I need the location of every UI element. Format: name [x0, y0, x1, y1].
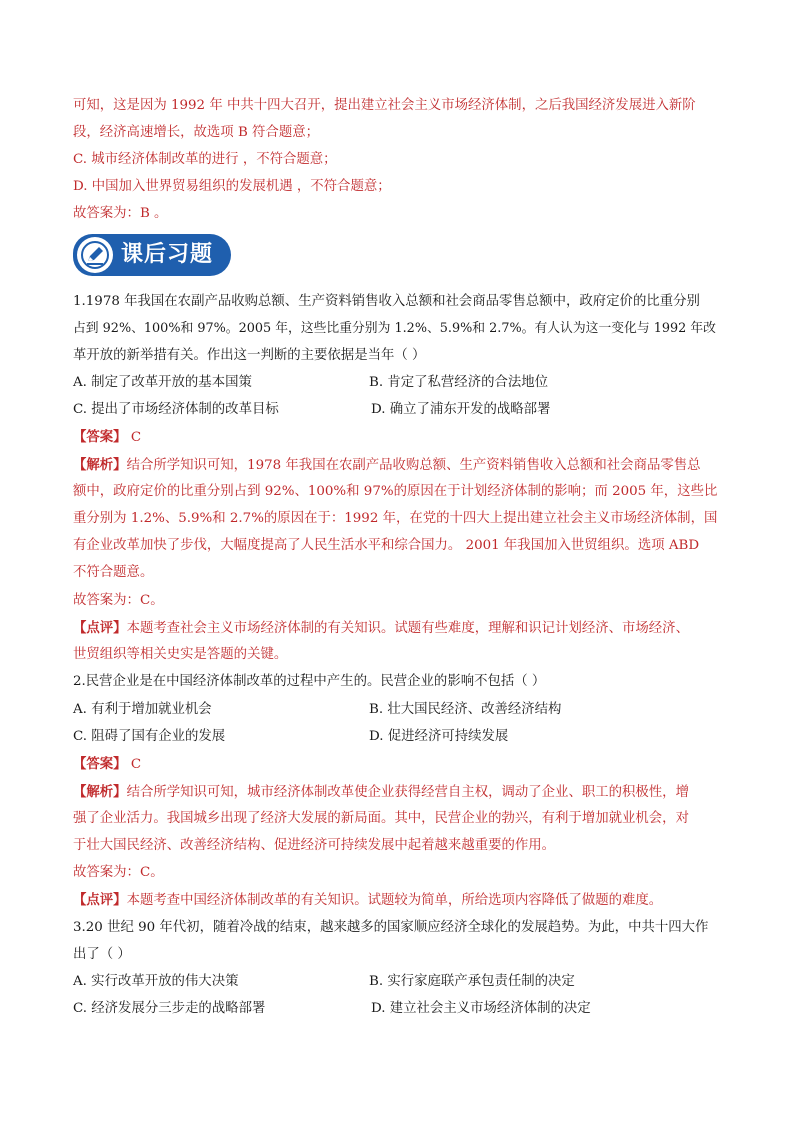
comment-label: 【点评】 — [73, 892, 127, 908]
q1-analysis-3: 重分别为 1.2%、5.9%和 2.7%的原因在于：1992 年，在党的十四大上提出建立社会主义市场经济体制，国 — [73, 511, 718, 526]
q3-stem-1: 3.20 世纪 90 年代初，随着冷战的结束，越来越多的国家顺应经济全球化的发展趋势。为此，中共十四大作 — [73, 920, 709, 935]
q1-analysis-text-1: 结合所学知识可知，1978 年我国在农副产品收购总额、生产资料销售收入总额和社会商品零售总 — [126, 458, 701, 473]
q3-option-a: A. 实行改革开放的伟大决策 — [73, 974, 239, 989]
q1-option-b: B. 肯定了私营经济的合法地位 — [369, 375, 549, 390]
q2-answer-value: C — [126, 757, 142, 772]
intro-line-2: 段，经济高速增长，故选项 B 符合题意； — [73, 125, 319, 140]
answer-label: 【答案】 — [73, 756, 127, 772]
analysis-label: 【解析】 — [73, 784, 127, 800]
q2-stem-1: 2.民营企业是在中国经济体制改革的过程中产生的。民营企业的影响不包括（ ） — [73, 674, 546, 689]
q3-option-b: B. 实行家庭联产承包责任制的决定 — [369, 974, 575, 989]
q3-stem-2: 出了（ ） — [73, 947, 131, 962]
q1-analysis-5: 不符合题意。 — [73, 565, 154, 580]
q1-analysis-4: 有企业改革加快了步伐，大幅度提高了人民生活水平和综合国力。 2001 年我国加入世贸组织。选项 ABD — [73, 538, 700, 553]
section-banner — [73, 234, 231, 276]
q1-option-a: A. 制定了改革开放的基本国策 — [73, 375, 252, 390]
intro-answer: 故答案为：B 。 — [73, 206, 168, 221]
q2-comment-text-1: 本题考查中国经济体制改革的有关知识。试题较为简单，所给选项内容降低了做题的难度。 — [126, 893, 663, 908]
q1-option-d: D. 确立了浦东开发的战略部署 — [371, 402, 551, 417]
q1-stem-1: 1.1978 年我国在农副产品收购总额、生产资料销售收入总额和社会商品零售总额中，政府定价的比重分别 — [73, 294, 700, 309]
q1-comment-text-1: 本题考查社会主义市场经济体制的有关知识。试题有些难度，理解和识记计划经济、市场经济、 — [126, 621, 689, 636]
q2-option-b: B. 壮大国民经济、改善经济结构 — [369, 702, 562, 717]
q2-option-c: C. 阻碍了国有企业的发展 — [73, 729, 226, 744]
q1-conclusion: 故答案为：C。 — [73, 593, 164, 608]
q1-comment-2: 世贸组织等相关史实是答题的关键。 — [73, 647, 288, 662]
q2-answer — [73, 755, 141, 774]
intro-line-1: 可知，这是因为 1992 年 中共十四大召开，提出建立社会主义市场经济体制，之后我国经济发展进入新阶 — [73, 98, 696, 113]
q2-analysis-text-1: 结合所学知识可知，城市经济体制改革使企业获得经营自主权，调动了企业、职工的积极性，增 — [126, 785, 689, 800]
intro-option-d: D. 中国加入世界贸易组织的发展机遇 ，不符合题意； — [73, 179, 391, 194]
q1-analysis-2: 额中，政府定价的比重分别占到 92%、100%和 97%的原因在于计划经济体制的影响；而 2005 年，这些比 — [73, 484, 718, 499]
comment-label: 【点评】 — [73, 620, 127, 636]
section-title: 课后习题 — [121, 242, 214, 267]
q1-stem-2: 占到 92%、100%和 97%。2005 年，这些比重分别为 1.2%、5.9%和 2.7%。有人认为这一变化与 1992 年改 — [73, 321, 716, 336]
q2-conclusion: 故答案为：C。 — [73, 865, 164, 880]
q3-option-c: C. 经济发展分三步走的战略部署 — [73, 1001, 266, 1016]
q1-stem-3: 革开放的新举措有关。作出这一判断的主要依据是当年（ ） — [73, 348, 426, 363]
q2-analysis-2: 强了企业活力。我国城乡出现了经济大发展的新局面。其中，民营企业的勃兴，有利于增加就业机会，对 — [73, 811, 689, 826]
q1-answer-value: C — [126, 430, 142, 445]
q2-comment-1 — [73, 891, 662, 910]
answer-label: 【答案】 — [73, 429, 127, 445]
q2-analysis-1 — [73, 783, 689, 802]
q3-option-d: D. 建立社会主义市场经济体制的决定 — [371, 1001, 591, 1016]
q1-answer — [73, 428, 141, 447]
q2-analysis-3: 于壮大国民经济、改善经济结构、促进经济可持续发展中起着越来越重要的作用。 — [73, 838, 556, 853]
q1-option-c: C. 提出了市场经济体制的改革目标 — [73, 402, 279, 417]
intro-option-c: C. 城市经济体制改革的进行 ，不符合题意； — [73, 152, 337, 167]
q2-option-a: A. 有利于增加就业机会 — [73, 702, 212, 717]
q2-option-d: D. 促进经济可持续发展 — [369, 729, 509, 744]
pencil-icon — [77, 237, 113, 273]
q1-comment-1 — [73, 619, 689, 638]
q1-analysis-1 — [73, 456, 701, 475]
analysis-label: 【解析】 — [73, 457, 127, 473]
